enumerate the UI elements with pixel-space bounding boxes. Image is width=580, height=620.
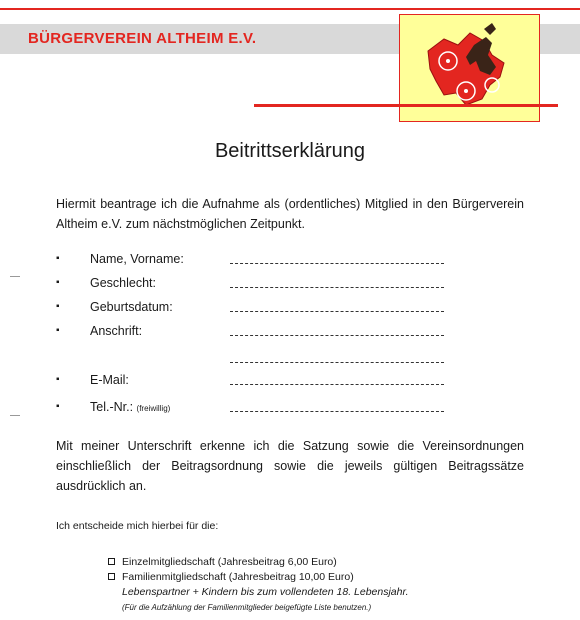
fill-line[interactable]: [230, 263, 444, 264]
field-label: Geschlecht:: [90, 276, 157, 290]
option-label: Einzelmitgliedschaft (Jahresbeitrag 6,00 Euro): [122, 556, 337, 568]
option-family[interactable]: [108, 571, 354, 583]
fill-line[interactable]: [230, 287, 444, 288]
fill-line[interactable]: [230, 335, 444, 336]
checkbox-icon[interactable]: [108, 558, 115, 565]
bullet-icon: ▪: [56, 301, 60, 312]
phone-hint: (freiwillig): [136, 404, 171, 413]
top-red-line: [0, 8, 580, 10]
bullet-icon: ▪: [56, 253, 60, 264]
fill-line[interactable]: [230, 411, 444, 412]
bullet-icon: ▪: [56, 401, 60, 412]
bullet-icon: ▪: [56, 325, 60, 336]
field-label: Geburtsdatum:: [90, 300, 173, 314]
choose-label: Ich entscheide mich hierbei für die:: [56, 520, 219, 532]
phone-label: Tel.-Nr.:: [90, 400, 134, 414]
bullet-icon: ▪: [56, 374, 60, 385]
field-address: [56, 321, 456, 341]
field-name: [56, 249, 456, 269]
field-email: [56, 370, 456, 390]
field-gender: [56, 273, 456, 293]
header-red-line: [254, 104, 558, 107]
address-fill-line-2[interactable]: [230, 362, 444, 363]
list-note: (Für die Aufzählung der Familienmitglieder beigefügte Liste benutzen.): [122, 603, 372, 612]
option-single[interactable]: [108, 556, 337, 568]
margin-mark: [10, 276, 20, 277]
field-birthdate: [56, 297, 456, 317]
field-phone: [56, 397, 456, 417]
family-note: Lebenspartner + Kindern bis zum vollendeten 18. Lebensjahr.: [122, 586, 409, 598]
fill-line[interactable]: [230, 311, 444, 312]
org-name: BÜRGERVEREIN ALTHEIM E.V.: [28, 30, 257, 47]
fill-line[interactable]: [230, 384, 444, 385]
page-title: Beitrittserklärung: [214, 140, 366, 162]
field-label: [90, 397, 170, 419]
margin-mark: [10, 415, 20, 416]
option-label: Familienmitgliedschaft (Jahresbeitrag 10,00 Euro): [122, 571, 354, 583]
bullet-icon: ▪: [56, 277, 60, 288]
checkbox-icon[interactable]: [108, 573, 115, 580]
declaration-text: Mit meiner Unterschrift erkenne ich die Satzung sowie die Vereinsordnungen einschließlich der Beitragsordnung sowie die jeweils gültigen Beitragssätze ausdrücklich an.: [56, 439, 524, 493]
field-label: Name, Vorname:: [90, 252, 184, 266]
intro-text: Hiermit beantrage ich die Aufnahme als (ordentliches) Mitglied in den Bürgerverein Altheim e.V. zum nächstmöglichen Zeitpunkt.: [56, 197, 524, 231]
field-label: E-Mail:: [90, 373, 129, 387]
field-label: Anschrift:: [90, 324, 143, 338]
